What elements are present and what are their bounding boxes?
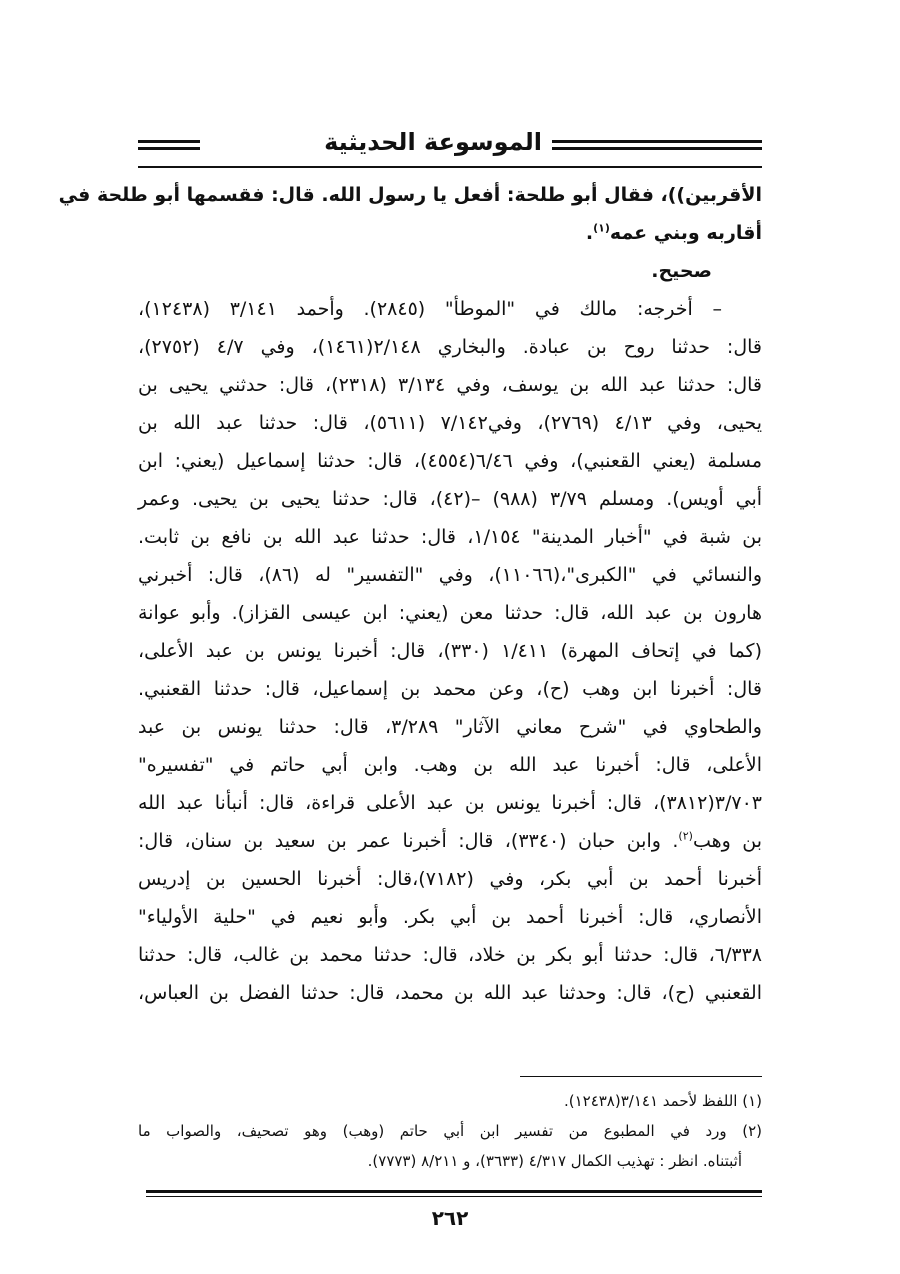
line-text: يحيى، وفي ٤/١٣ (٢٧٦٩)، وفي٧/١٤٢ (٥٦١١)، قال: حدثنا عبد الله بن (138, 412, 763, 434)
line-text: أخبرنا أحمد بن أبي بكر، وفي (٧١٨٢)،قال: أخبرنا الحسين بن إدريس (138, 868, 762, 890)
footnote-ref[interactable]: (٢) (678, 829, 693, 843)
line-text: . (585, 222, 594, 244)
header-rule (138, 147, 200, 150)
line-text: – أخرجه: مالك في "الموطأ" (٢٨٤٥). وأحمد ٣/١٤١ (١٢٤٣٨)، (138, 298, 722, 320)
text-line (138, 822, 762, 860)
text-line (138, 214, 762, 252)
text-line (138, 366, 762, 404)
footnote-separator (520, 1076, 762, 1077)
footnote-ref[interactable]: (١) (593, 221, 610, 235)
text-line (138, 442, 762, 480)
footer-rule (146, 1190, 762, 1193)
line-text: القعنبي (ح)، قال: وحدثنا عبد الله بن محمد، قال: حدثنا الفضل بن العباس، (138, 982, 762, 1004)
text-line (138, 594, 762, 632)
line-text: مسلمة (يعني القعنبي)، وفي ٦/٤٦(٤٥٥٤)، قال: حدثنا إسماعيل (يعني: ابن (138, 450, 762, 472)
line-text: قال: حدثنا روح بن عبادة. والبخاري ٢/١٤٨(١٤٦١)، وفي ٤/٧ (٢٧٥٢)، (138, 336, 763, 358)
text-line (138, 746, 762, 784)
text-line (138, 404, 762, 442)
text-line (138, 328, 762, 366)
footnote-line: أثبتناه. انظر : تهذيب الكمال ٤/٣١٧ (٣٦٣٣)، و ٨/٢١١ (٧٧٧٣). (367, 1152, 742, 1170)
line-text: أبي أويس). ومسلم ٣/٧٩ (٩٨٨) –(٤٢)، قال: حدثنا يحيى بن يحيى. وعمر (138, 488, 763, 510)
text-line (138, 556, 762, 594)
text-line (138, 480, 762, 518)
footer-rule (146, 1196, 762, 1197)
text-line (138, 974, 762, 1012)
line-text: . وابن حبان (٣٣٤٠)، قال: أخبرنا عمر بن سعيد بن سنان، قال: (138, 830, 679, 852)
line-text: قال: حدثنا عبد الله بن يوسف، وفي ٣/١٣٤ (٢٣١٨)، قال: حدثني يحيى بن (138, 374, 763, 396)
line-text: (كما في إتحاف المهرة) ١/٤١١ (٣٣٠)، قال: أخبرنا يونس بن عبد الأعلى، (138, 640, 762, 662)
line-text: والطحاوي في "شرح معاني الآثار" ٣/٢٨٩، قال: حدثنا يونس بن عبد (138, 716, 762, 738)
line-text: والنسائي في "الكبرى"،(١١٠٦٦)، وفي "التفسير" له (٨٦)، قال: أخبرني (138, 564, 762, 586)
main-text (58, 176, 763, 1012)
text-line (138, 670, 762, 708)
line-text: ٦/٣٣٨، قال: حدثنا أبو بكر بن خلاد، قال: حدثنا محمد بن غالب، قال: حدثنا (138, 944, 762, 966)
header-rule (138, 166, 762, 168)
text-line (138, 518, 762, 556)
line-text: الأعلى، قال: أخبرنا عبد الله بن وهب. وابن أبي حاتم في "تفسيره" (138, 754, 762, 776)
line-text: الأنصاري، قال: أخبرنا أحمد بن أبي بكر. وأبو نعيم في "حلية الأولياء" (138, 906, 762, 928)
footnote-line: (٢) ورد في المطبوع من تفسير ابن أبي حاتم (وهب) وهو تصحيف، والصواب ما (138, 1122, 762, 1140)
line-text: الأقربين))، فقال أبو طلحة: أفعل يا رسول الله. قال: فقسمها أبو طلحة في (58, 184, 762, 206)
book-title: الموسوعة الحديثية (314, 126, 552, 158)
line-text: بن شبة في "أخبار المدينة" ١/١٥٤، قال: حدثنا عبد الله بن نافع بن ثابت. (138, 526, 762, 548)
line-text: صحيح. (651, 260, 712, 282)
line-text: بن وهب (692, 830, 762, 852)
page-number: ٢٦٢ (431, 1206, 469, 1230)
text-line (138, 290, 762, 328)
text-line (138, 898, 762, 936)
footnotes (138, 1086, 762, 1176)
footnote-line: (١) اللفظ لأحمد ٣/١٤١(١٢٤٣٨). (563, 1092, 762, 1110)
text-line (138, 252, 762, 290)
line-text: أقاربه وبني عمه (609, 222, 762, 244)
text-line (138, 784, 762, 822)
text-line (138, 936, 762, 974)
text-line (138, 632, 762, 670)
running-header (138, 126, 762, 170)
text-line (138, 860, 762, 898)
text-line (138, 708, 762, 746)
line-text: هارون بن عبد الله، قال: حدثنا معن (يعني: ابن عيسى القزاز). وأبو عوانة (138, 602, 762, 624)
line-text: قال: أخبرنا ابن وهب (ح)، وعن محمد بن إسماعيل، قال: حدثنا القعنبي. (138, 678, 762, 700)
text-line (58, 176, 762, 214)
line-text: ٣/٧٠٣(٣٨١٢)، قال: أخبرنا يونس بن عبد الأعلى قراءة، قال: أنبأنا عبد الله (138, 792, 762, 814)
header-rule (138, 140, 200, 143)
